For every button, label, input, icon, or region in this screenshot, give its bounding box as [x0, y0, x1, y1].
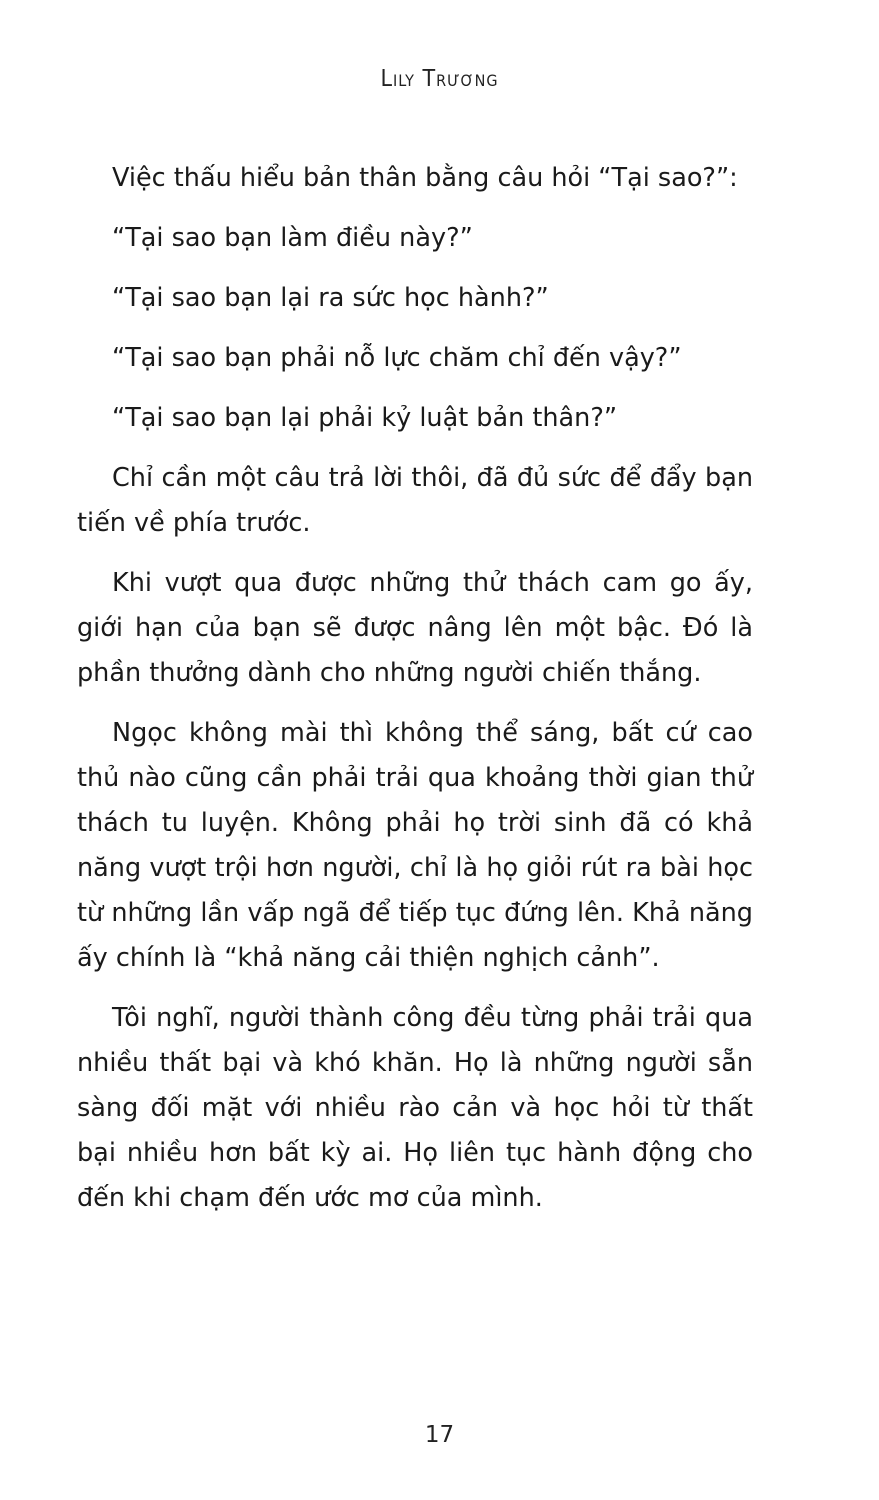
paragraph: Chỉ cần một câu trả lời thôi, đã đủ sức để đẩy bạn tiến về phía trước. [77, 463, 753, 538]
page-number: 17 [424, 1422, 455, 1448]
question-line: “Tại sao bạn làm điều này?” [112, 223, 473, 253]
question-line: “Tại sao bạn lại phải kỷ luật bản thân?” [112, 403, 618, 433]
paragraph: Tôi nghĩ, người thành công đều từng phải trải qua nhiều thất bại và khó khăn. Họ là những người sẵn sàng đối mặt với nhiều rào cản và học hỏi từ thất bại nhiều hơn bất kỳ ai. Họ liên tục hành động cho đến khi chạm đến ước mơ của mình. [77, 1003, 753, 1213]
body-text [77, 156, 753, 1236]
paragraph: Ngọc không mài thì không thể sáng, bất cứ cao thủ nào cũng cần phải trải qua khoảng thời gian thử thách tu luyện. Không phải họ trời sinh đã có khả năng vượt trội hơn người, chỉ là họ giỏi rút ra bài học từ những lần vấp ngã để tiếp tục đứng lên. Khả năng ấy chính là “khả năng cải thiện nghịch cảnh”. [77, 718, 753, 973]
intro-line: Việc thấu hiểu bản thân bằng câu hỏi “Tại sao?”: [112, 163, 738, 193]
question-line: “Tại sao bạn phải nỗ lực chăm chỉ đến vậy?” [112, 343, 682, 373]
question-line: “Tại sao bạn lại ra sức học hành?” [112, 283, 549, 313]
paragraph: Khi vượt qua được những thử thách cam go ấy, giới hạn của bạn sẽ được nâng lên một bậc. Đó là phần thưởng dành cho những người chiến thắng. [77, 568, 753, 688]
running-head: Lily Trương [380, 66, 499, 92]
